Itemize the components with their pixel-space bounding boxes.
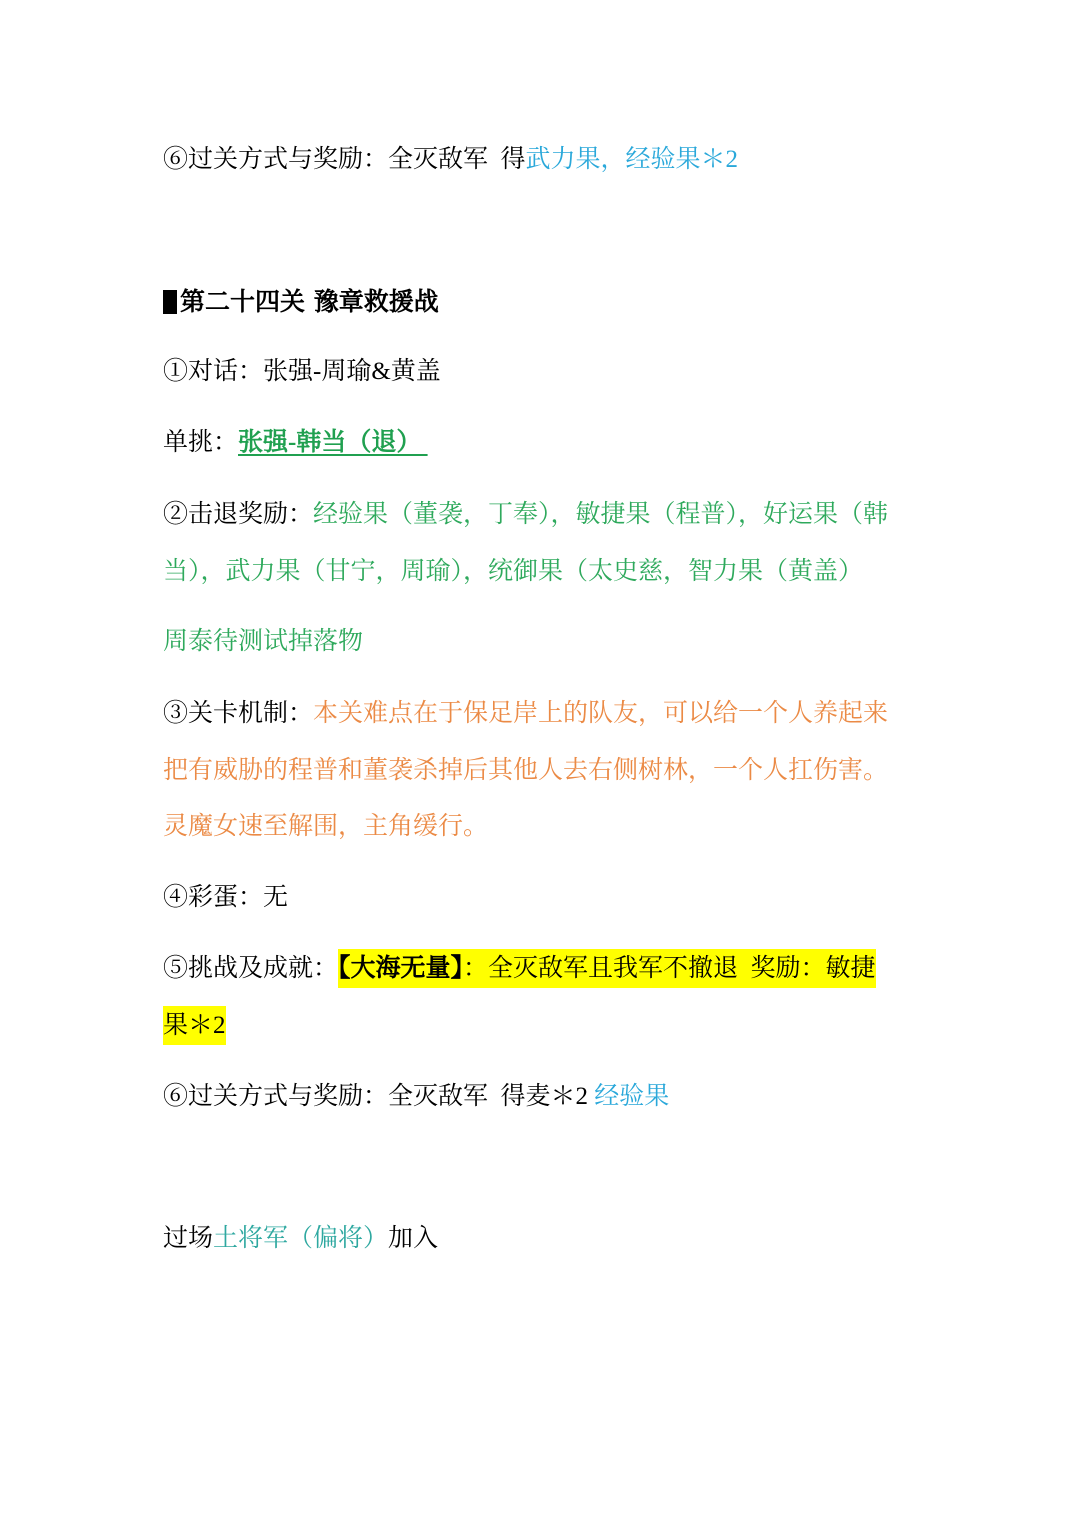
mechanism-text-3: 灵魔女速至解围，主角缓行。: [163, 813, 489, 840]
mechanism-line-2: [163, 756, 888, 786]
mechanism-text-1: 本关难点在于保足岸上的队友，可以给一个人养起来: [313, 700, 889, 727]
cutscene-character: 土将军（偏将）: [213, 1225, 389, 1252]
duel-value: 张强-韩当（退）: [238, 429, 428, 456]
duel-label: 单挑：: [163, 429, 239, 456]
cutscene-line: [163, 1224, 438, 1254]
challenge-line-1: [163, 954, 876, 984]
repel-reward-line-2: [163, 557, 863, 587]
prev-clear-reward-items: 武力果，经验果＊2: [525, 146, 739, 173]
dialogue-text: ①对话：张强-周瑜&黄盖: [163, 358, 441, 385]
challenge-text-2: 果＊2: [163, 1006, 226, 1045]
repel-reward-line-1: [163, 500, 888, 530]
duel-line: [163, 428, 428, 458]
repel-reward-note-line: [163, 627, 363, 657]
stage-heading: [163, 287, 439, 317]
prev-clear-reward-label: ⑥过关方式与奖励：全灭敌军 得: [163, 146, 526, 173]
challenge-achievement-name: 【大海无量】: [338, 949, 463, 988]
prev-clear-reward-line: [163, 145, 738, 175]
easter-egg-line: [163, 883, 288, 913]
easter-egg-text: ④彩蛋：无: [163, 884, 289, 911]
cutscene-prefix: 过场: [163, 1225, 214, 1252]
clear-reward-line: [163, 1082, 669, 1112]
clear-reward-items: 经验果: [594, 1083, 670, 1110]
clear-reward-label: ⑥过关方式与奖励：全灭敌军 得麦＊2: [163, 1083, 595, 1110]
challenge-text-1: ：全灭敌军且我军不撤退 奖励：敏捷: [463, 949, 876, 988]
challenge-line-2: [163, 1011, 226, 1041]
heading-marker: [163, 290, 177, 314]
dialogue-line: [163, 357, 441, 387]
repel-reward-text-1: 经验果（董袭，丁奉），敏捷果（程普），好运果（韩: [313, 501, 889, 528]
mechanism-line-1: [163, 699, 888, 729]
repel-reward-label: ②击退奖励：: [163, 501, 314, 528]
mechanism-line-3: [163, 812, 488, 842]
stage-title: 第二十四关 豫章救援战: [180, 287, 439, 316]
repel-reward-text-2: 当），武力果（甘宁，周瑜），统御果（太史慈，智力果（黄盖）: [163, 558, 864, 585]
repel-reward-note: 周泰待测试掉落物: [163, 628, 364, 655]
mechanism-label: ③关卡机制：: [163, 700, 314, 727]
mechanism-text-2: 把有威胁的程普和董袭杀掉后其他人去右侧树林，一个人扛伤害。: [163, 757, 889, 784]
challenge-label: ⑤挑战及成就：: [163, 955, 339, 982]
cutscene-suffix: 加入: [388, 1225, 439, 1252]
